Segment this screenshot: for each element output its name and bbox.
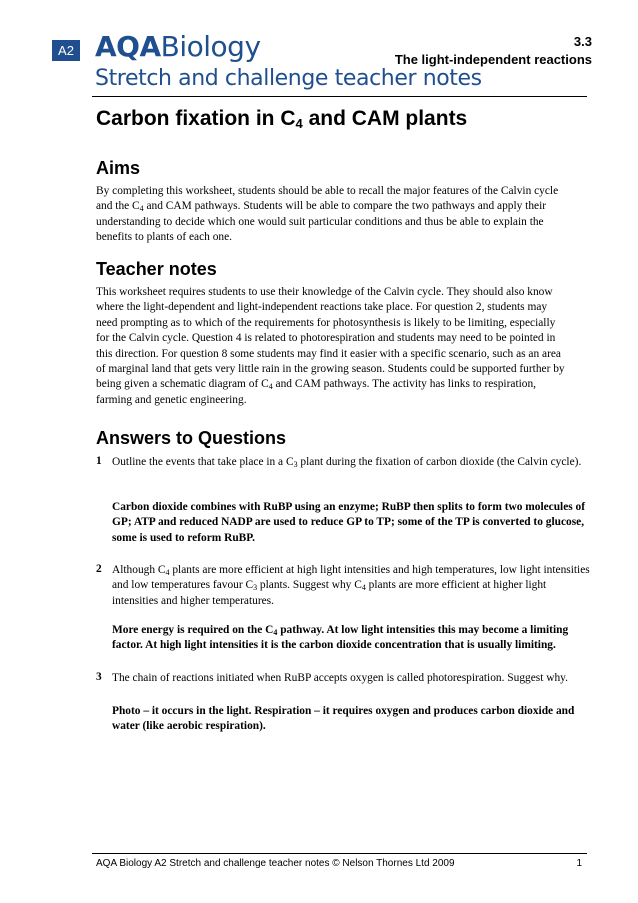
answer-3-text: Photo – it occurs in the light. Respiration – it requires oxygen and produces carbon dioxide and water (like aerobic respiration). bbox=[112, 705, 575, 733]
page-number: 1 bbox=[576, 858, 582, 869]
teacher-notes-heading: Teacher notes bbox=[96, 259, 217, 279]
aims-paragraph: By completing this worksheet, students should be able to recall the major features of the Calvin cycle and the $C_4$ and CAM pathways. Students will be able to compare the two pathways and apply their understanding to decide which one would suit particular conditions and thus be able to explain the benefits to plants of each one. bbox=[96, 185, 559, 244]
brand-prefix: AQA bbox=[95, 30, 161, 63]
question-1-number: 1 bbox=[96, 455, 102, 467]
brand-subtitle: Stretch and challenge teacher notes bbox=[95, 66, 482, 91]
question-3-text: The chain of reactions initiated when RuBP accepts oxygen is called photorespiration. Suggest why. bbox=[112, 672, 568, 684]
header-divider bbox=[92, 96, 587, 97]
teacher-notes-paragraph: This worksheet requires students to use their knowledge of the Calvin cycle. They should also know where the light-dependent and light-independent reactions take place. For question 2, students may need prompting as to which of the requirements for photosynthesis is likely to be limiting, especially for the Calvin cycle. Question 4 is related to photorespiration and students may need to be pointed in this direction. For question 8 some students may find it easier with a specific scenario, such as an area of marginal land that gets very little rain in the growing season. Students could be supported further by being given a schematic diagram of $C_4$ and CAM pathways. The activity has links to respiration, farming and genetic engineering. bbox=[96, 286, 565, 406]
brand-subject: Biology bbox=[160, 30, 261, 63]
footer-copyright: AQA Biology A2 Stretch and challenge teacher notes © Nelson Thornes Ltd 2009 bbox=[96, 858, 455, 869]
question-2-number: 2 bbox=[96, 563, 102, 575]
question-2-text: Although $C_4$ plants are more efficient at high light intensities and high temperatures, low light intensities and low temperatures favour $C_3$ plants. Suggest why $C_4$ plants are more efficient at higher light intensities and higher temperatures. bbox=[112, 564, 590, 607]
section-title: The light-independent reactions bbox=[394, 52, 592, 67]
page-title: Carbon fixation in $C_4$ and CAM plants bbox=[96, 107, 468, 131]
aims-heading: Aims bbox=[96, 158, 141, 178]
question-3-number: 3 bbox=[96, 671, 102, 683]
section-number: 3.3 bbox=[573, 34, 592, 49]
brand-logo bbox=[95, 30, 261, 63]
level-badge: A2 bbox=[52, 40, 80, 61]
answer-1-text: Carbon dioxide combines with RuBP using an enzyme; RuBP then splits to form two molecules of GP; ATP and reduced NADP are used to reduce GP to TP; some of the TP is converted to glucose, some is used to reform RuBP. bbox=[112, 501, 586, 544]
footer-divider bbox=[92, 853, 587, 854]
answers-heading: Answers to Questions bbox=[96, 428, 287, 448]
answer-2-text: More energy is required on the $C_4$ pathway. At low light intensities this may become a limiting factor. At high light intensities it is the carbon dioxide concentration that is usually limiting. bbox=[112, 624, 569, 652]
question-1-text: Outline the events that take place in a $C_3$ plant during the fixation of carbon dioxide (the Calvin cycle). bbox=[112, 456, 582, 469]
